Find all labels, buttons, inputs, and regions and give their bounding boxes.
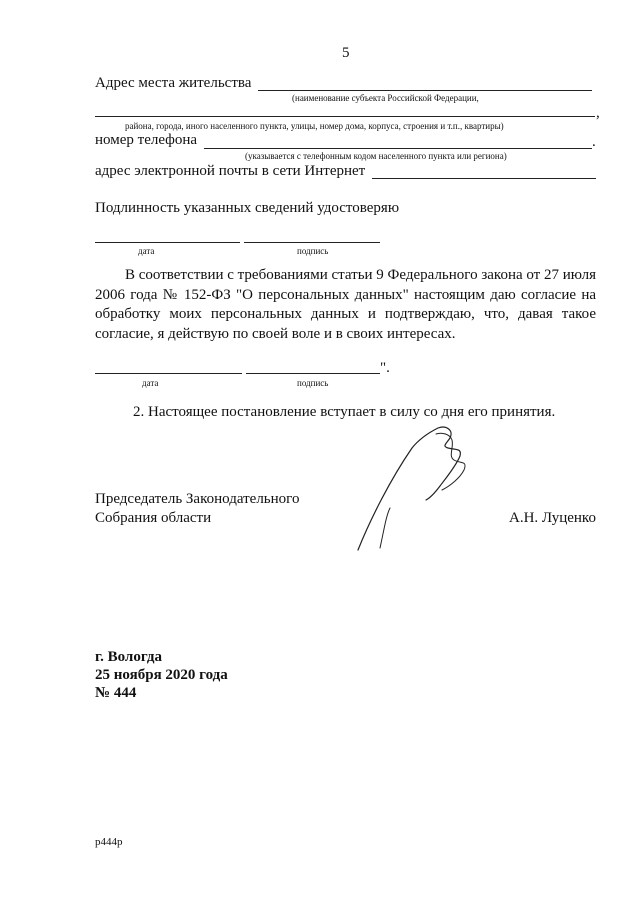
phone-line[interactable] [204, 148, 592, 149]
consent-signature-label: подпись [297, 378, 329, 388]
chairman-title-line1: Председатель Законодательного [95, 491, 300, 507]
consent-quote-end: ". [380, 360, 390, 376]
address-trailing-comma: , [596, 105, 600, 121]
certify-signature-label: подпись [297, 246, 329, 256]
handwritten-signature [350, 420, 480, 560]
address-label: Адрес места жительства [95, 75, 252, 91]
chairman-title-line2: Собрания области [95, 510, 212, 526]
document-code: р444р [95, 836, 123, 848]
certify-signature-line[interactable] [244, 242, 380, 243]
footer-date: 25 ноября 2020 года [95, 667, 228, 683]
email-line[interactable] [372, 178, 596, 179]
consent-signature-line[interactable] [246, 373, 380, 374]
phone-trailing-period: . [592, 134, 596, 150]
footer-number: № 444 [95, 685, 137, 701]
consent-date-label: дата [142, 378, 159, 388]
chairman-name: А.Н. Луценко [509, 510, 596, 526]
address-line-1[interactable] [258, 90, 592, 91]
consent-date-line[interactable] [95, 373, 242, 374]
consent-paragraph: В соответствии с требованиями статьи 9 Федерального закона от 27 июля 2006 года № 152-ФЗ "О персональных данных" настоящим даю согласие на обработку моих персональных данных и подтверждаю, что, давая такое согласие, я действую по своей воле и в своих интересах. [95, 267, 596, 342]
certify-text: Подлинность указанных сведений удостоверяю [95, 200, 400, 216]
address-hint-2: района, города, иного населенного пункта, улицы, номер дома, корпуса, строения и т.п., квартиры) [125, 121, 504, 131]
address-line-2[interactable] [95, 116, 595, 117]
certify-date-line[interactable] [95, 242, 240, 243]
certify-date-label: дата [138, 246, 155, 256]
clause-2: 2. Настоящее постановление вступает в силу со дня его принятия. [133, 404, 556, 420]
phone-hint: (указывается с телефонным кодом населенного пункта или региона) [245, 151, 507, 161]
page-number: 5 [342, 45, 350, 61]
email-label: адрес электронной почты в сети Интернет [95, 163, 366, 179]
address-hint-1: (наименование субъекта Российской Федерации, [292, 93, 479, 103]
phone-label: номер телефона [95, 132, 198, 148]
footer-city: г. Вологда [95, 649, 162, 665]
